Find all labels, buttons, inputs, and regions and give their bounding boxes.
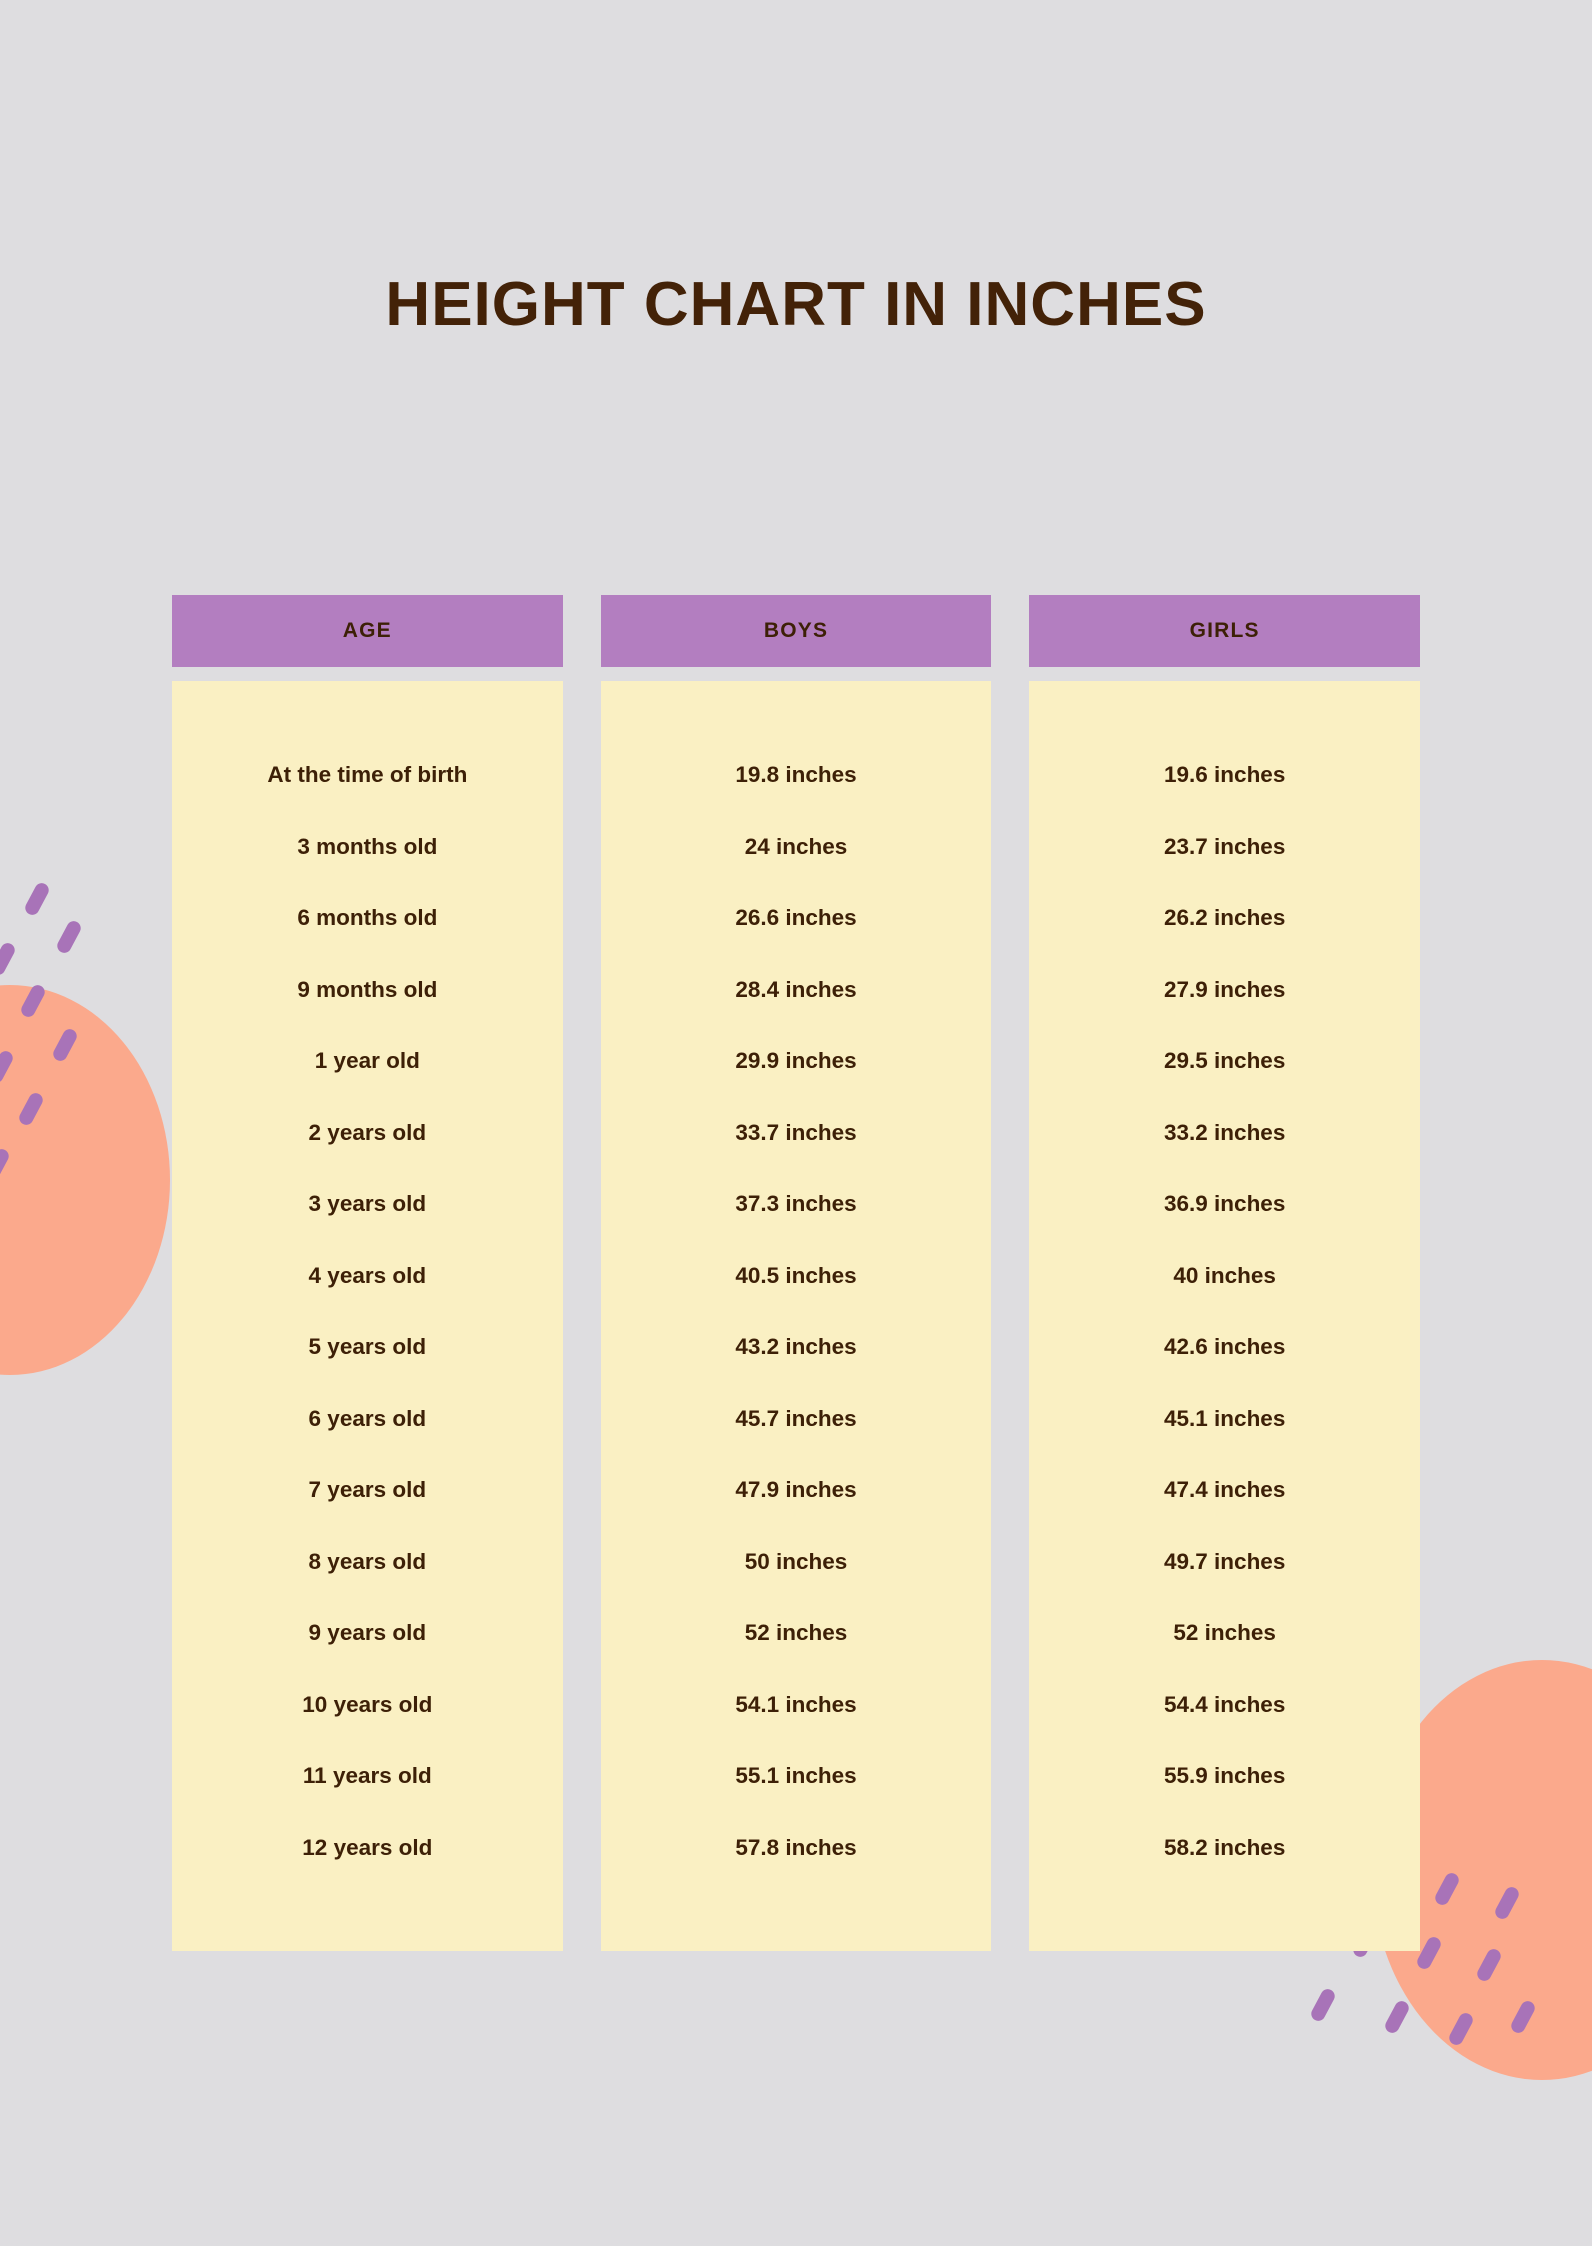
- table-cell: 11 years old: [302, 1763, 432, 1788]
- table-cell: 29.9 inches: [735, 1048, 857, 1073]
- table-cell: 3 months old: [297, 833, 438, 859]
- table-cell: 49.7 inches: [1164, 1548, 1286, 1574]
- peach-blob-left-decoration: [0, 985, 170, 1375]
- table-cell: 45.7 inches: [735, 1405, 857, 1431]
- column-girls: [1029, 595, 1420, 1951]
- table-cell: 26.2 inches: [1164, 905, 1286, 930]
- table-cell: 12 years old: [302, 1834, 433, 1860]
- column-body-age: [172, 681, 563, 1951]
- column-header-age: AGE: [172, 595, 563, 667]
- purple-dash-cluster-left: [0, 860, 130, 1200]
- table-cell: 54.1 inches: [735, 1691, 857, 1717]
- table-cell: 28.4 inches: [735, 976, 857, 1002]
- page-title: HEIGHT CHART IN INCHES: [385, 270, 1207, 339]
- table-cell: 55.9 inches: [1164, 1763, 1286, 1788]
- table-cell: 6 years old: [308, 1405, 427, 1431]
- table-cell: 19.6 inches: [1164, 762, 1286, 787]
- table-cell: 57.8 inches: [735, 1834, 857, 1860]
- table-cell: 6 months old: [297, 905, 438, 930]
- table-cell: 47.9 inches: [735, 1477, 857, 1502]
- table-cell: 33.2 inches: [1164, 1119, 1286, 1145]
- table-cell: 42.6 inches: [1164, 1334, 1286, 1359]
- table-cell: 9 years old: [308, 1620, 427, 1645]
- table-cell: 47.4 inches: [1164, 1477, 1286, 1502]
- table-cell: At the time of birth: [267, 762, 468, 787]
- column-header-boys: BOYS: [601, 595, 992, 667]
- column-body-girls: [1029, 681, 1420, 1951]
- table-cell: 52 inches: [1173, 1620, 1276, 1645]
- table-cell: 24 inches: [744, 833, 848, 859]
- table-cell: 10 years old: [302, 1691, 433, 1717]
- table-cell: 23.7 inches: [1164, 833, 1286, 859]
- table-cell: 3 years old: [308, 1191, 427, 1216]
- table-cell: 40 inches: [1173, 1262, 1276, 1288]
- table-cell: 58.2 inches: [1164, 1834, 1286, 1860]
- table-cell: 40.5 inches: [735, 1262, 857, 1288]
- table-cell: 4 years old: [308, 1262, 427, 1288]
- table-cell: 19.8 inches: [735, 762, 857, 787]
- table-cell: 43.2 inches: [735, 1334, 857, 1359]
- table-cell: 54.4 inches: [1164, 1691, 1286, 1717]
- table-cell: 55.1 inches: [735, 1763, 857, 1788]
- table-cell: 50 inches: [744, 1548, 848, 1574]
- height-chart-table: [172, 595, 1420, 1951]
- table-cell: 1 year old: [314, 1048, 420, 1073]
- table-cell: 45.1 inches: [1164, 1405, 1286, 1431]
- column-age: [172, 595, 563, 1951]
- table-cell: 27.9 inches: [1164, 976, 1286, 1002]
- table-cell: 29.5 inches: [1164, 1048, 1286, 1073]
- table-cell: 7 years old: [308, 1477, 427, 1502]
- table-cell: 8 years old: [308, 1548, 427, 1574]
- table-cell: 37.3 inches: [735, 1191, 857, 1216]
- column-header-girls: GIRLS: [1029, 595, 1420, 667]
- column-boys: [601, 595, 992, 1951]
- table-cell: 5 years old: [308, 1334, 427, 1359]
- table-cell: 9 months old: [297, 976, 438, 1002]
- table-cell: 52 inches: [744, 1620, 848, 1645]
- table-cell: 33.7 inches: [735, 1119, 857, 1145]
- table-cell: 2 years old: [308, 1119, 427, 1145]
- column-body-boys: [601, 681, 992, 1951]
- table-cell: 36.9 inches: [1164, 1191, 1286, 1216]
- table-cell: 26.6 inches: [735, 905, 857, 930]
